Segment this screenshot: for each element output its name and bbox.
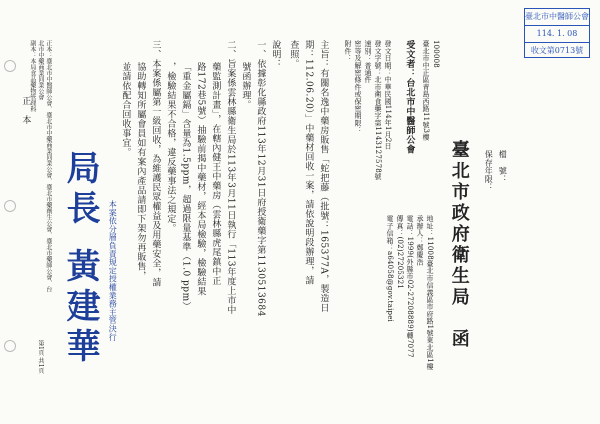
doc-attachment: 附件： bbox=[344, 40, 353, 62]
explanation-line: 藥監測計畫」，在轄內健王中藥房（雲林縣虎尾鎮中正 bbox=[210, 62, 221, 286]
stamp-org: 臺北市中醫師公會 bbox=[525, 9, 589, 26]
subject-line-2: 期：112.06.20）」中藥材回收一案，請依說明段辦理，請 bbox=[303, 40, 314, 286]
explanation-line: ，檢驗結果不合格，違反藥事法之規定。 bbox=[165, 62, 176, 233]
doc-number: 發文字號：北市衛食藥字第1143127578號 bbox=[374, 40, 383, 181]
explanation-line: 號函辦理。 bbox=[240, 62, 251, 110]
contact-email: 電子信箱：a64058@gov.taipei bbox=[386, 215, 395, 322]
subject-line-1: 主旨：有關名逸中藥房販售「蛇把藤（批號：165377A，製造日 bbox=[318, 40, 329, 313]
contact-handler: 承辦人：鄭慶浩 bbox=[416, 215, 425, 266]
stamp-number: 收文第0713號 bbox=[530, 46, 584, 55]
explanation-line: 二、旨案係雲林縣衛生局於113年3月11日執行「113年度上市中 bbox=[225, 40, 236, 315]
doc-date: 發文日期：中華民國114年1月2日 bbox=[384, 40, 393, 150]
contact-phone: 電話：1999(外縣市02-27208889)轉7077 bbox=[406, 215, 415, 358]
explanation-line: 一、依據彰化縣政府113年12月31日府授衛藥字第1130513684 bbox=[255, 40, 266, 317]
explanation-line: 協助轉知所屬會員如有案內產品請即下架勿再販售， bbox=[135, 62, 146, 281]
delegation-note: 本案依分層負責規定授權業務主管決行 bbox=[108, 200, 118, 342]
director-signature: 局長 黃建華 bbox=[60, 150, 101, 368]
punch-hole bbox=[4, 340, 16, 352]
keep-years: 保存年限： bbox=[484, 150, 494, 192]
subject-line-3: 查照。 bbox=[288, 40, 299, 69]
recipient-postal: 100008 bbox=[432, 40, 441, 68]
doc-speed: 速別：普通件 bbox=[364, 40, 373, 84]
agency-title: 臺北市政府衛生局 函 bbox=[448, 140, 470, 350]
explanation-line: 路172巷5號）抽驗前揭中藥材，經本局檢驗，檢驗結果 bbox=[195, 62, 206, 296]
distribution-main: 正本：臺北市中醫師公會、臺北市中藥商業同業公會、臺北市藥劑生公會、臺北市藥師公會、台 bbox=[44, 40, 52, 292]
file-number: 檔 號： bbox=[498, 150, 508, 184]
recipient-name: 受文者：台北市中醫師公會 bbox=[404, 40, 415, 154]
doc-secrecy: 密等及解密條件或保密期限： bbox=[354, 40, 363, 134]
contact-fax: 傳真：(02)27205321 bbox=[396, 215, 405, 289]
explanation-line: 三、本案係屬第一級回收，為維護民眾權益及用藥安全，請 bbox=[150, 40, 161, 287]
stamp-date: 114. 1. 08 bbox=[525, 26, 589, 43]
distribution-copy: 副本：本局食品藥物管理科 bbox=[28, 40, 36, 112]
contact-address: 地址：11008臺北市信義區市府路1號東北區1樓 bbox=[426, 215, 435, 370]
recipient-address: 臺北市中正區青島西路11號3樓 bbox=[422, 40, 431, 141]
explanation-label: 說明： bbox=[270, 40, 281, 69]
copy-type-label: 正 本 bbox=[20, 96, 31, 125]
distribution-main-cont: 北市中藥商業同業公會 bbox=[36, 40, 44, 100]
punch-hole bbox=[4, 200, 16, 212]
explanation-line: 並請依配合回收事宜。 bbox=[120, 62, 131, 157]
punch-hole bbox=[4, 60, 16, 72]
page-number: 第1頁 共1頁 bbox=[36, 340, 44, 374]
explanation-line: 「重金屬鎘」含量為1.5ppm，超過限量基準（1.0 ppm） bbox=[180, 62, 191, 312]
receipt-stamp bbox=[524, 8, 590, 58]
